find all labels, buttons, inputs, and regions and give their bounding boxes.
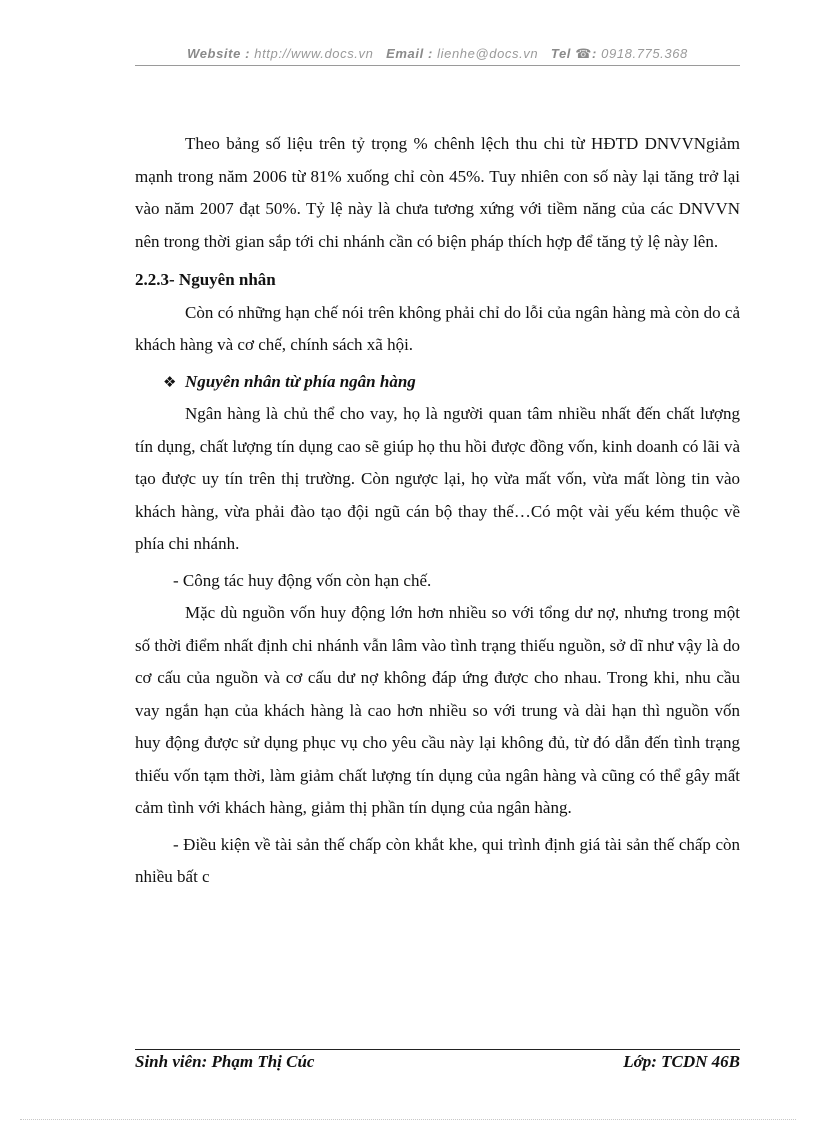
footer-class: Lớp: TCDN 46B xyxy=(623,1052,740,1071)
website-label: Website : xyxy=(187,46,251,61)
dash-item-capital: - Công tác huy động vốn còn hạn chế. xyxy=(173,570,432,590)
paragraph-causes: Còn có những hạn chế nói trên không phải chỉ do lỗi của ngân hàng mà còn do cả khách hàng và cơ chế, chính sách xã hội. xyxy=(135,302,740,354)
section-heading: 2.2.3- Nguyên nhân xyxy=(135,270,276,289)
paragraph-bank: Ngân hàng là chủ thể cho vay, họ là người quan tâm nhiều nhất đến chất lượng tín dụng, chất lượng tín dụng cao sẽ giúp họ thu hồi được đồng vốn, kinh doanh có lãi và tạo được uy tín trên thị trường. Còn ngược lại, họ vừa mất vốn, vừa mất lòng tin vào khách hàng, vừa phải đào tạo đội ngũ cán bộ thay thế…Có một vài yếu kém thuộc về phía chi nhánh. xyxy=(135,404,740,553)
email-value: lienhe@docs.vn xyxy=(437,46,539,61)
footer-divider xyxy=(135,1049,740,1050)
diamond-bullet-icon: ❖ xyxy=(163,372,177,391)
header-divider xyxy=(135,65,740,66)
document-body xyxy=(135,128,740,894)
footer-student: Sinh viên: Phạm Thị Cúc xyxy=(135,1052,315,1071)
tel-label: Tel ☎: xyxy=(550,46,597,61)
paragraph-intro: Theo bảng số liệu trên tỷ trọng % chênh lệch thu chi từ HĐTD DNVVNgiảm mạnh trong năm 2006 từ 81% xuống chỉ còn 45%. Tuy nhiên con số này lại tăng trở lại vào năm 2007 đạt 50%. Tỷ lệ này là chưa tương xứng với tiềm năng của các DNVVN nên trong thời gian sắp tới chi nhánh cần có biện pháp thích hợp để tăng tỷ lệ này lên. xyxy=(135,134,740,251)
website-value: http://www.docs.vn xyxy=(254,46,374,61)
tel-value: 0918.775.368 xyxy=(601,46,688,61)
subheading-text: Nguyên nhân từ phía ngân hàng xyxy=(185,371,416,391)
dash-item-collateral: - Điều kiện về tài sản thế chấp còn khắt khe, qui trình định giá tài sản thế chấp còn nhiều bất c xyxy=(135,834,740,886)
subsection-heading xyxy=(135,366,740,399)
paragraph-capital: Mặc dù nguồn vốn huy động lớn hơn nhiều so với tổng dư nợ, nhưng trong một số thời điểm nhất định chi nhánh vẫn lâm vào tình trạng thiếu nguồn, sở dĩ như vậy là do cơ cấu của nguồn và cơ cấu dư nợ không đáp ứng được cho nhau. Trong khi, nhu cầu vay ngắn hạn của khách hàng là cao hơn nhiều so với trung và dài hạn thì nguồn vốn huy động được sử dụng phục vụ cho yêu cầu này lại không đủ, từ đó dẫn đến tình trạng thiếu vốn tạm thời, làm giảm chất lượng tín dụng của ngân hàng và cũng có thể gây mất cảm tình với khách hàng, giảm thị phần tín dụng của ngân hàng. xyxy=(135,603,740,817)
page-header xyxy=(135,46,740,62)
page-bottom-edge xyxy=(20,1119,796,1120)
email-label: Email : xyxy=(386,46,433,61)
